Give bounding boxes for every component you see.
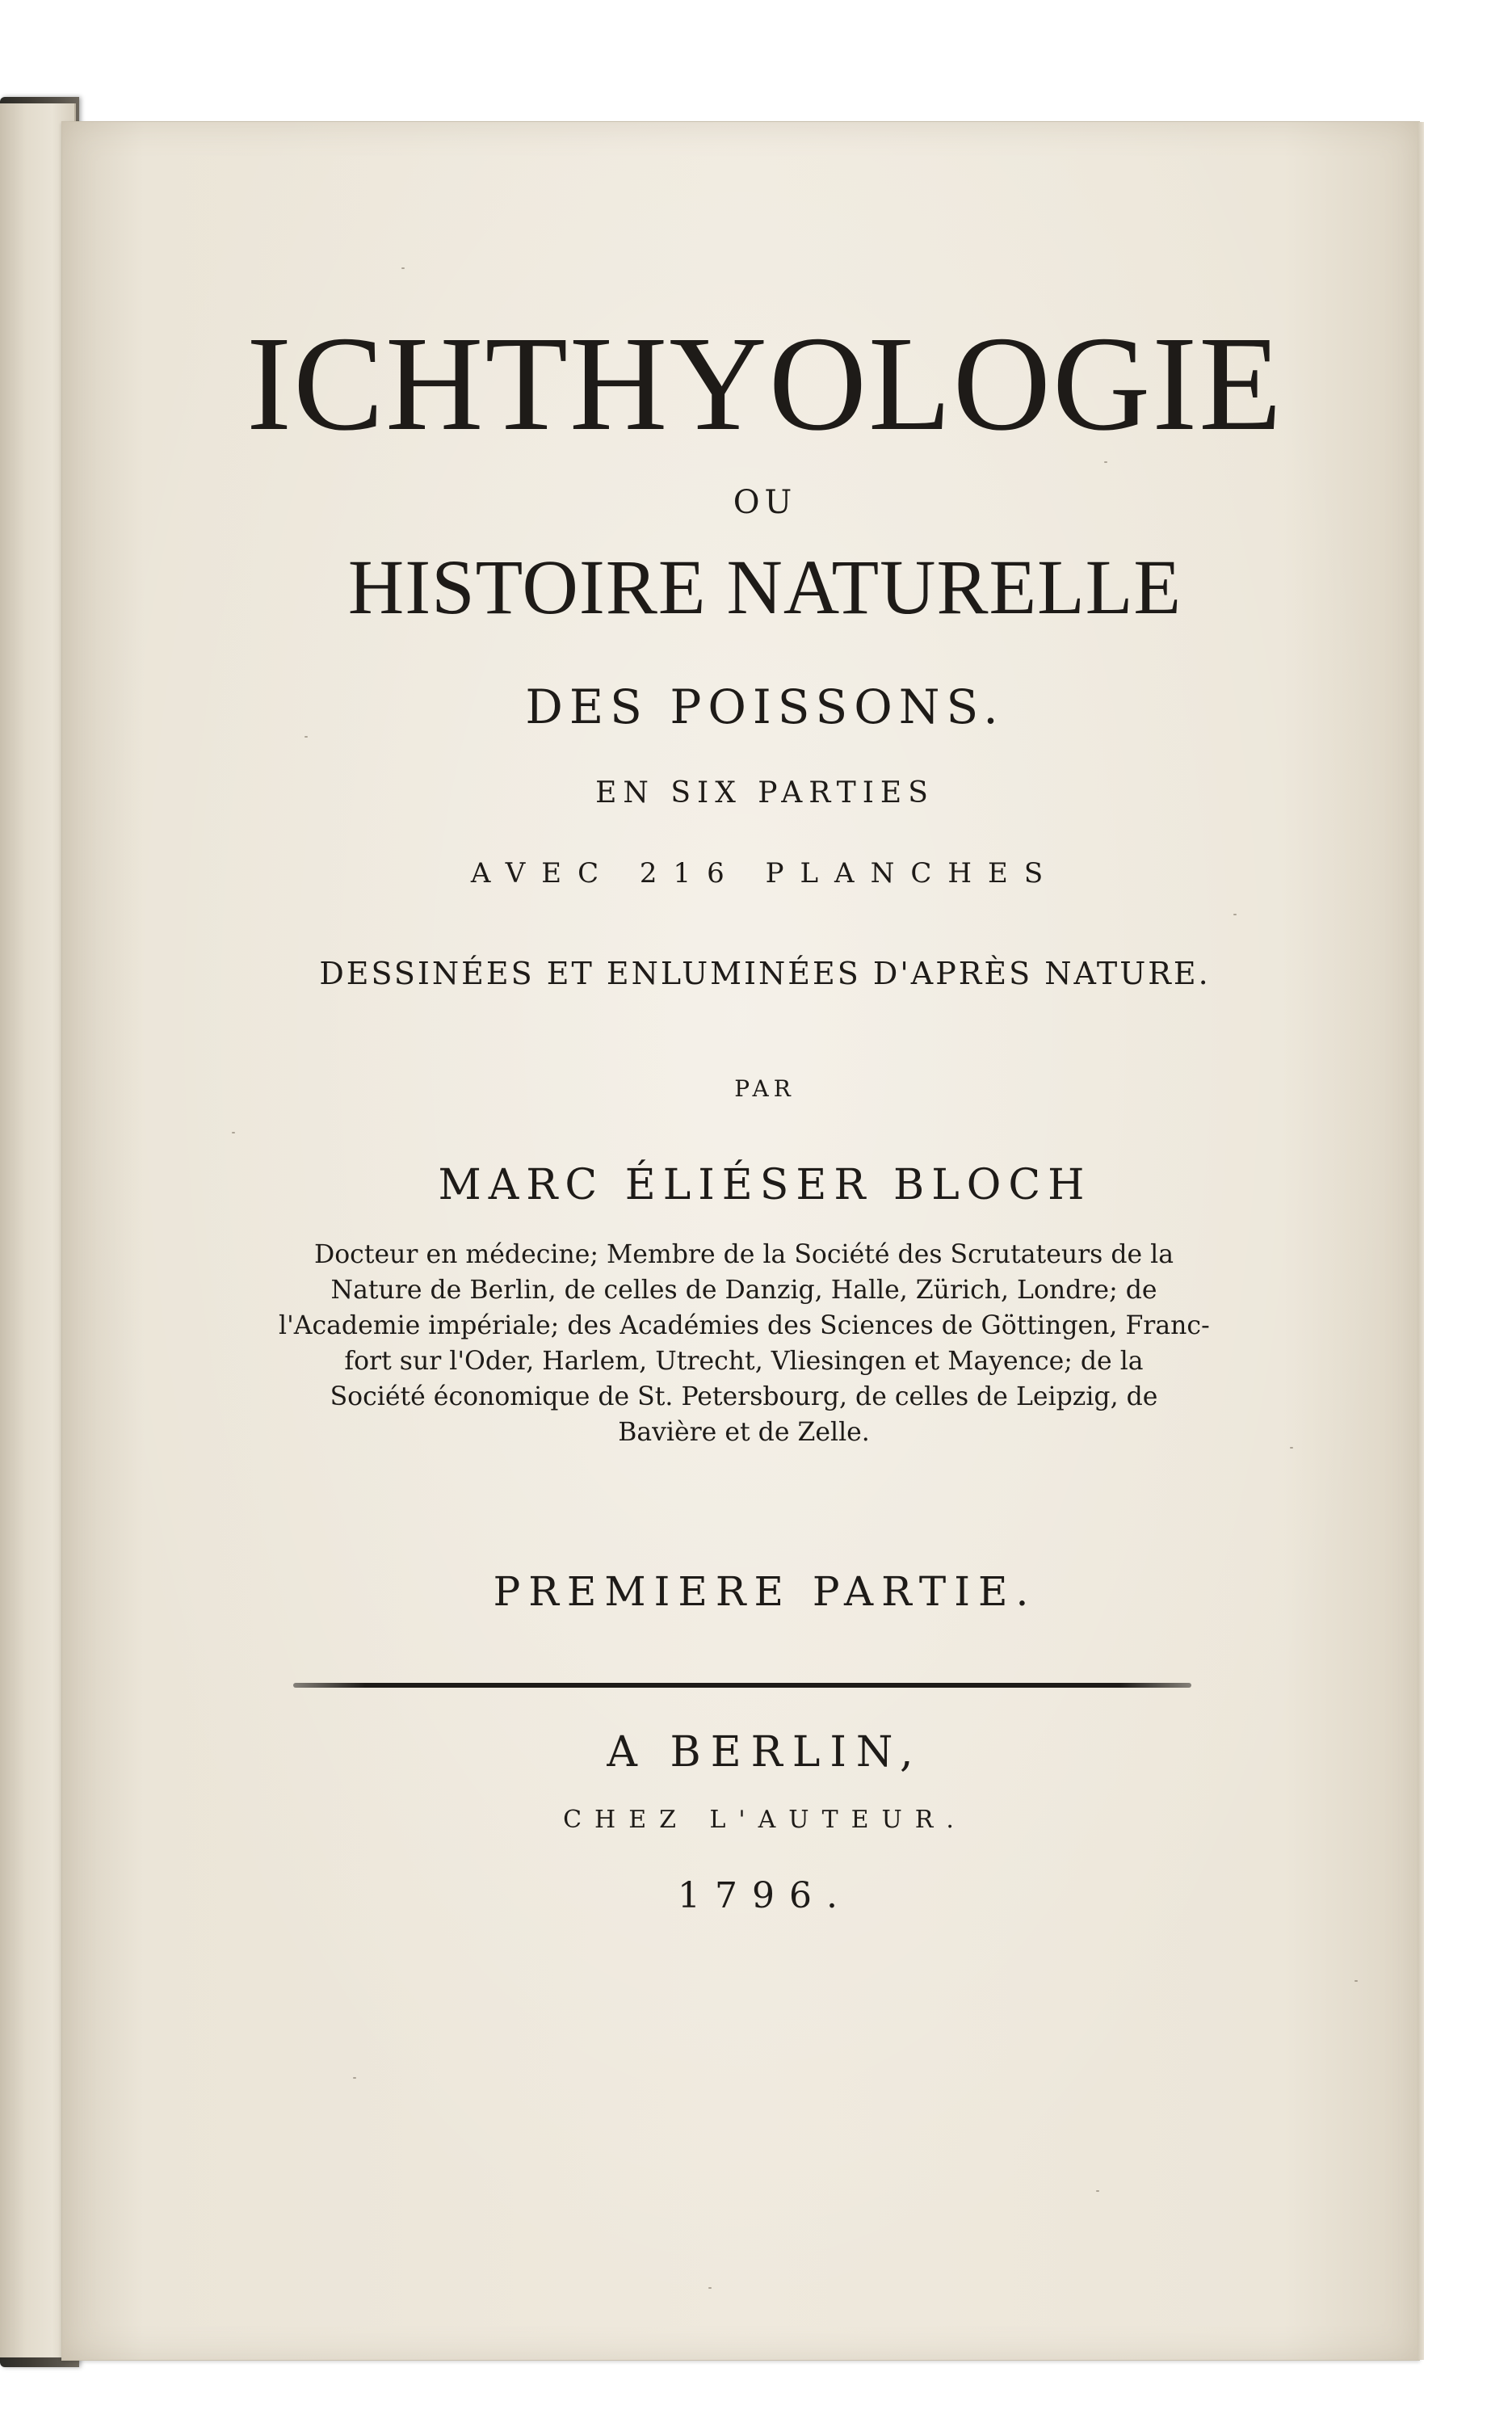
title-page <box>61 121 1420 2361</box>
author-name: MARC ÉLIÉSER BLOCH <box>438 1161 1092 1209</box>
credentials-line: Société économique de St. Petersbourg, de celles de Leipzig, de <box>330 1382 1158 1411</box>
divider-rule <box>293 1683 1191 1688</box>
title-conjunction: OU <box>733 484 797 521</box>
subtitle-continuation: DES POISSONS. <box>525 679 1005 734</box>
book-subtitle: HISTOIRE NATURELLE <box>347 544 1182 630</box>
parts-line: EN SIX PARTIES <box>595 776 934 810</box>
author-credentials <box>279 1237 1209 1450</box>
plates-description: DESSINÉES ET ENLUMINÉES D'APRÈS NATURE. <box>319 956 1211 991</box>
imprint-publisher: CHEZ L'AUTEUR. <box>563 1806 967 1834</box>
by-line: PAR <box>734 1075 796 1102</box>
credentials-line: Nature de Berlin, de celles de Danzig, Halle, Zürich, Londre; de <box>330 1276 1157 1305</box>
title-page-text <box>62 122 1419 2360</box>
credentials-line: fort sur l'Oder, Harlem, Utrecht, Vliesingen et Mayence; de la <box>344 1347 1144 1376</box>
imprint-year: 1796. <box>678 1875 852 1916</box>
credentials-line: Docteur en médecine; Membre de la Société des Scrutateurs de la <box>313 1240 1174 1269</box>
volume-part: PREMIERE PARTIE. <box>493 1568 1037 1615</box>
plates-line: AVEC 216 PLANCHES <box>470 857 1060 889</box>
credentials-line: l'Academie impériale; des Académies des Sciences de Göttingen, Franc- <box>279 1311 1210 1340</box>
credentials-line: Bavière et de Zelle. <box>618 1418 870 1447</box>
imprint-place: A BERLIN, <box>607 1728 923 1777</box>
book-title: ICHTHYOLOGIE <box>246 309 1283 459</box>
